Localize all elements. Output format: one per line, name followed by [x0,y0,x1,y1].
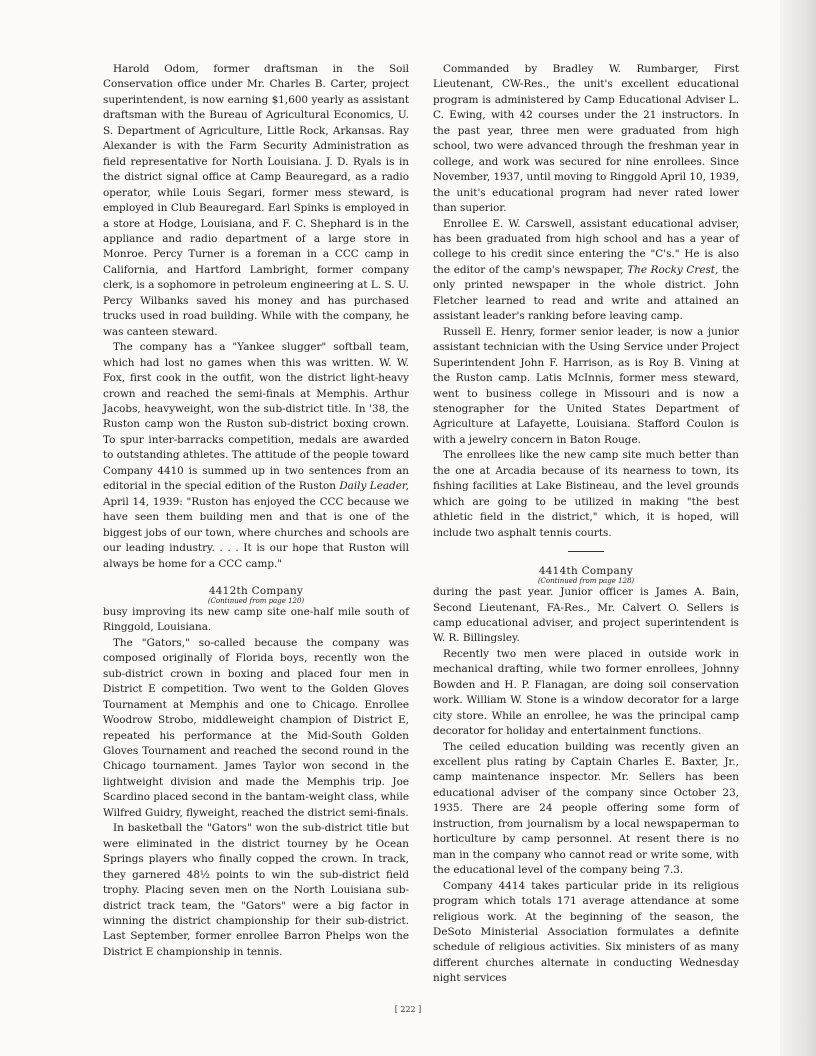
continued-note-4414: (Continued from page 128) [537,577,635,586]
paragraph-camp-site: The enrollees like the new camp site much better than the one at Arcadia because of its nearness to town, its fishing facilities at Lake Bistineau, and the level grounds which are going to be utilized in making "the best athletic field in the district," which, it is hoped, will include two asphalt tennis courts. [433,449,739,539]
paragraph-rumbarger: Commanded by Bradley W. Rumbarger, First Lieutenant, CW-Res., the unit's excellent educational program is administered by Camp Educational Adviser L. C. Ewing, with 42 courses under the 21 instructors. In the past year, three men were graduated from high school, two were advanced through the freshman year in college, and work was secured for nine enrollees. Since November, 1937, until moving to Ringgold April 10, 1939, the unit's educational program had never rated lower than superior. [433,63,740,215]
paragraph-4414-education: The ceiled education building was recently given an excellent plus rating by Captain Charles E. Baxter, Jr., camp maintenance inspector. Mr. Sellers has been educational adviser of the company since October 23, 1935. There are 24 people offering some form of instruction, from journalism by a local newspaperman to horticulture by camp personnel. At resent there is no man in the company who cannot read or write some, with the educational level of the company being 7.3. [433,740,739,877]
daily-leader-quote: April 14, 1939: "Ruston has enjoyed the CCC because we have seen them building men and that is one of the biggest jobs of our town, where churches and schools are our leading industry. . . . It is our hope that Ruston will always be home for a CCC camp." [103,495,409,570]
paragraph-4412-basketball: In basketball the "Gators" won the sub-district title but were eliminated in the district tourney by he Ocean Springs players who finally copped the crown. In track, they garnered 48½ points to win the sub-district field trophy. Placing seven men on the North Louisiana sub-district track team, the "Gators" were a big factor in winning the district championship for their sub-district. Last September, former enrollee Barron Phelps won the District E championship in tennis. [103,822,409,958]
paragraph-4412-ringgold: busy improving its new camp site one-half mile south of Ringgold, Louisiana. [103,605,409,634]
paragraph-4414-religious: Company 4414 takes particular pride in its religious program which totals 171 average attendance at some religious work. At the beginning of the season, the DeSoto Ministerial Association formulates a definite schedule of religious activities. Six ministers of as many different churches alternate in conducting Wednesday night services [433,879,739,985]
left-column [103,62,409,960]
page-edge-shadow [780,0,816,1056]
right-column [433,62,739,987]
section-title-4414: 4414th Company [538,565,634,578]
paragraph-carswell-text: Enrollee E. W. Carswell, assistant educational adviser, has been graduated from high school and has a year of college to his credit since entering the "C's." He is also the editor of the camp's newspaper, [433,217,739,276]
rocky-crest-title: The Rocky Crest, [627,263,719,276]
paragraph-4414-drafting: Recently two men were placed in outside work in mechanical drafting, while two former enrollees, Johnny Bowden and H. P. Flanagan, are doing soil conservation work. William W. Stone is a window decorator for a large city store. While an enrollee, he was the principal camp decorator for holiday and entertainment functions. [433,647,739,738]
section-divider [568,551,604,552]
paragraph-softball-text: The company has a "Yankee slugger" softball team, which had lost no games when this was written. W. W. Fox, first cook in the outfit, won the district light-heavy crown and reached the semi-finals at Memphis. Arthur Jacobs, heavyweight, won the sub-district title. In '38, the Ruston camp won the Ruston sub-district boxing crown. To spur inter-barracks competition, medals are awarded to outstanding athletes. The attitude of the people toward Company 4410 is summed up in two sentences from an editorial in the special edition of the Ruston [103,341,409,493]
paragraph-carswell [433,217,739,325]
paragraph-softball [103,340,409,572]
section-title-4412: 4412th Company [208,584,304,597]
section-heading-4412 [103,586,409,605]
page-number: [ 222 ] [394,1005,422,1014]
paragraph-harold-odom: Harold Odom, former draftsman in the Soil Conservation office under Mr. Charles B. Carter, project superintendent, is now earning $1,600 yearly as assistant draftsman with the Bureau of Agricultural Economics, U. S. Department of Agriculture, Little Rock, Arkansas. Ray Alexander is with the Farm Security Administration as field representative for North Louisiana. J. D. Ryals is in the district signal office at Camp Beauregard, as a radio operator, while Louis Segari, former mess steward, is employed in Club Beauregard. Earl Spinks is employed in a store at Hodge, Louisiana, and F. C. Shephard is in the appliance and radio department of a large store in Monroe. Percy Turner is a foreman in a CCC camp in California, and Hartford Lambright, former company clerk, is a sophomore in petroleum engineering at L. S. U. Percy Wilbanks saved his money and has purchased trucks used in road building. While with the company, he was canteen steward. [103,63,409,338]
paragraph-4414-officers: during the past year. Junior officer is James A. Bain, Second Lieutenant, FA-Res., Mr. Calvert O. Sellers is camp educational adviser, and project superintendent is W. R. Billingsley. [433,586,739,645]
daily-leader-title: Daily Leader, [339,480,409,493]
paragraph-carswell-rest: the only printed newspaper in the whole district. John Fletcher learned to read and write and attained an assistant leader's ranking before leaving camp. [433,263,739,323]
paragraph-henry: Russell E. Henry, former senior leader, is now a junior assistant technician with the Using Service under Project Superintendent John F. Harrison, as is Roy B. Vining at the Ruston camp. Latis McInnis, former mess steward, went to business college in Missouri and is now a stenographer for the United States Department of Agriculture at Lafayette, Louisiana. Stafford Coulon is with a jewelry concern in Baton Rouge. [433,325,739,446]
paragraph-4412-gators: The "Gators," so-called because the company was composed originally of Florida boys, recently won the sub-district crown in boxing and placed four men in District E competition. Two went to the Golden Gloves Tournament at Memphis and one to Chicago. Enrollee Woodrow Strobo, middleweight champion of District E, repeated his performance at the Mid-South Golden Gloves Tournament and reached the second round in the Chicago tournament. James Taylor won second in the lightweight division and made the Memphis trip. Joe Scardino placed second in the bantam-weight class, while Wilfred Guidry, flyweight, reached the district semi-finals. [103,636,409,819]
section-heading-4414 [433,566,739,585]
continued-note-4412: (Continued from page 120) [207,596,305,605]
